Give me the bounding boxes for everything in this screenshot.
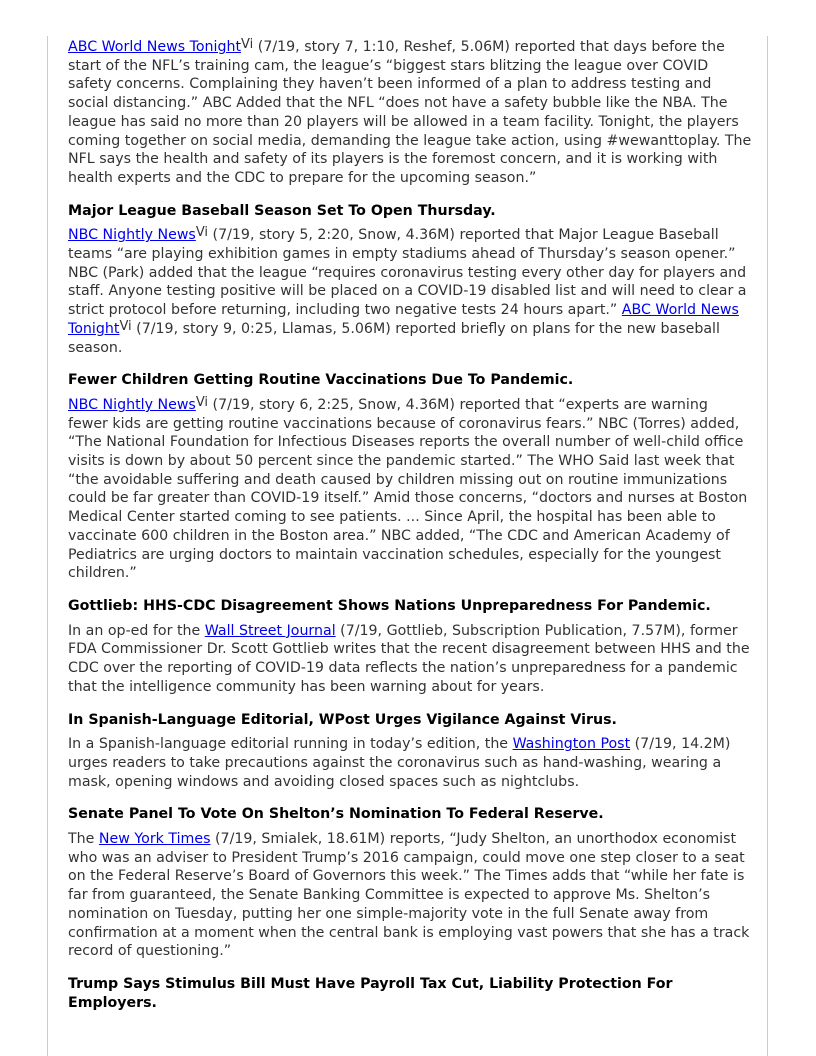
article-text: (7/19, story 9, 0:25, Llamas, 5.06M) reported briefly on plans for the new baseball season.: [68, 320, 720, 356]
article-body-wpost-editorial: [68, 735, 752, 791]
article-text: (7/19, Smialek, 18.61M) reports, “Judy Shelton, an unorthodox economist who was an adviser to President Trump’s 2016 campaign, could move one step closer to a seat on the Federal Reserve’s Board of Governors this week.” The Times adds that “while her fate is far from guaranteed, the Senate Banking Committee is expected to approve Ms. Shelton’s nomination on Tuesday, putting her one simple-majority vote in the full Senate away from confirmation at a moment when the central bank is employing vast powers that she has a track record of questioning.”: [68, 831, 750, 960]
video-indicator: Vi: [241, 37, 254, 52]
headline-shelton: Senate Panel To Vote On Shelton’s Nomination To Federal Reserve.: [68, 806, 604, 823]
article-text: (7/19, story 7, 1:10, Reshef, 5.06M) reported that days before the start of the NFL’s training cam, the league’s “biggest stars blitzing the league over COVID safety concerns. Complaining they haven’t been informed of a plan to address testing and social distancing.” ABC Added that the NFL “does not have a safety bubble like the NBA. The league has said no more than 20 players will be allowed in a team facility. Tonight, the players coming together on social media, demanding the league take action, using #wewanttoplay. The NFL says the health and safety of its players is the foremost concern, and it is working with health experts and the CDC to prepare for the upcoming season.”: [68, 39, 752, 186]
video-indicator: Vi: [195, 394, 209, 410]
article-text: (7/19, story 6, 2:25, Snow, 4.36M) reported that “experts are warning fewer kids are getting routine vaccinations because of coronavirus fears.” NBC (Torres) added, “The National Foundation for Infectious Diseases reports the overall number of well-child office visits is down by about 50 percent since the pandemic started.” The WHO Said last week that “the avoidable suffering and death caused by children missing out on routine immunizations could be far greater than COVID-19 itself.” Amid those concerns, “doctors and nurses at Boston Medical Center started coming to see patients. ... Since April, the hospital has been able to vaccinate 600 children in the Boston area.” NBC added, “The CDC and American Academy of Pediatrics are urging doctors to maintain vaccination schedules, especially for the youngest children.”: [68, 396, 748, 582]
article-body-mlb: [68, 226, 752, 357]
abc-world-news-tonight-link[interactable]: ABC World News Tonight: [68, 302, 739, 337]
wall-street-journal-link[interactable]: Wall Street Journal: [204, 622, 336, 639]
news-content: [68, 38, 752, 1012]
article-body-shelton: [68, 830, 752, 961]
article-text: The: [68, 831, 99, 848]
headline-wpost-editorial: In Spanish-Language Editorial, WPost Urges Vigilance Against Virus.: [68, 711, 617, 728]
new-york-times-link[interactable]: New York Times: [98, 831, 211, 848]
article-text: (7/19, 14.2M) urges readers to take precautions against the coronavirus such as hand-washing, wearing a mask, opening windows and avoiding closed spaces such as nightclubs.: [68, 736, 731, 790]
nbc-nightly-news-link[interactable]: NBC Nightly News: [68, 396, 196, 413]
nbc-nightly-news-link[interactable]: NBC Nightly News: [68, 227, 196, 244]
article-body-vaccinations: [68, 396, 752, 583]
article-text: (7/19, Gottlieb, Subscription Publication, 7.57M), former FDA Commissioner Dr. Scott Gottlieb writes that the recent disagreement between HHS and the CDC over the reporting of COVID-19 data reflects the nation’s unpreparedness for a pandemic that the intelligence community has been warning about for years.: [68, 622, 750, 695]
washington-post-link[interactable]: Washington Post: [512, 736, 631, 753]
video-indicator: Vi: [119, 318, 132, 334]
article-text: In an op-ed for the: [68, 622, 205, 639]
headline-gottlieb: Gottlieb: HHS-CDC Disagreement Shows Nations Unpreparedness For Pandemic.: [68, 597, 711, 614]
article-text: (7/19, story 5, 2:20, Snow, 4.36M) reported that Major League Baseball teams “are playing exhibition games in empty stadiums ahead of Thursday’s season opener.” NBC (Park) added that the league “requires coronavirus testing every other day for players and staff. Anyone testing positive will be placed on a COVID-19 disabled list and will need to clear a strict protocol before returning, including two negative tests 24 hours apart.”: [68, 227, 747, 319]
headline-mlb: Major League Baseball Season Set To Open Thursday.: [68, 202, 496, 219]
article-body-gottlieb: [68, 622, 752, 697]
abc-world-news-tonight-link[interactable]: ABC World News Tonight: [68, 39, 242, 55]
headline-stimulus-bill: Trump Says Stimulus Bill Must Have Payroll Tax Cut, Liability Protection For Employers.: [68, 975, 673, 1011]
article-text: In a Spanish-language editorial running in today’s edition, the: [68, 736, 513, 753]
article-body-nfl: [68, 38, 752, 188]
video-indicator: Vi: [195, 225, 209, 241]
headline-vaccinations: Fewer Children Getting Routine Vaccinations Due To Pandemic.: [68, 372, 574, 389]
